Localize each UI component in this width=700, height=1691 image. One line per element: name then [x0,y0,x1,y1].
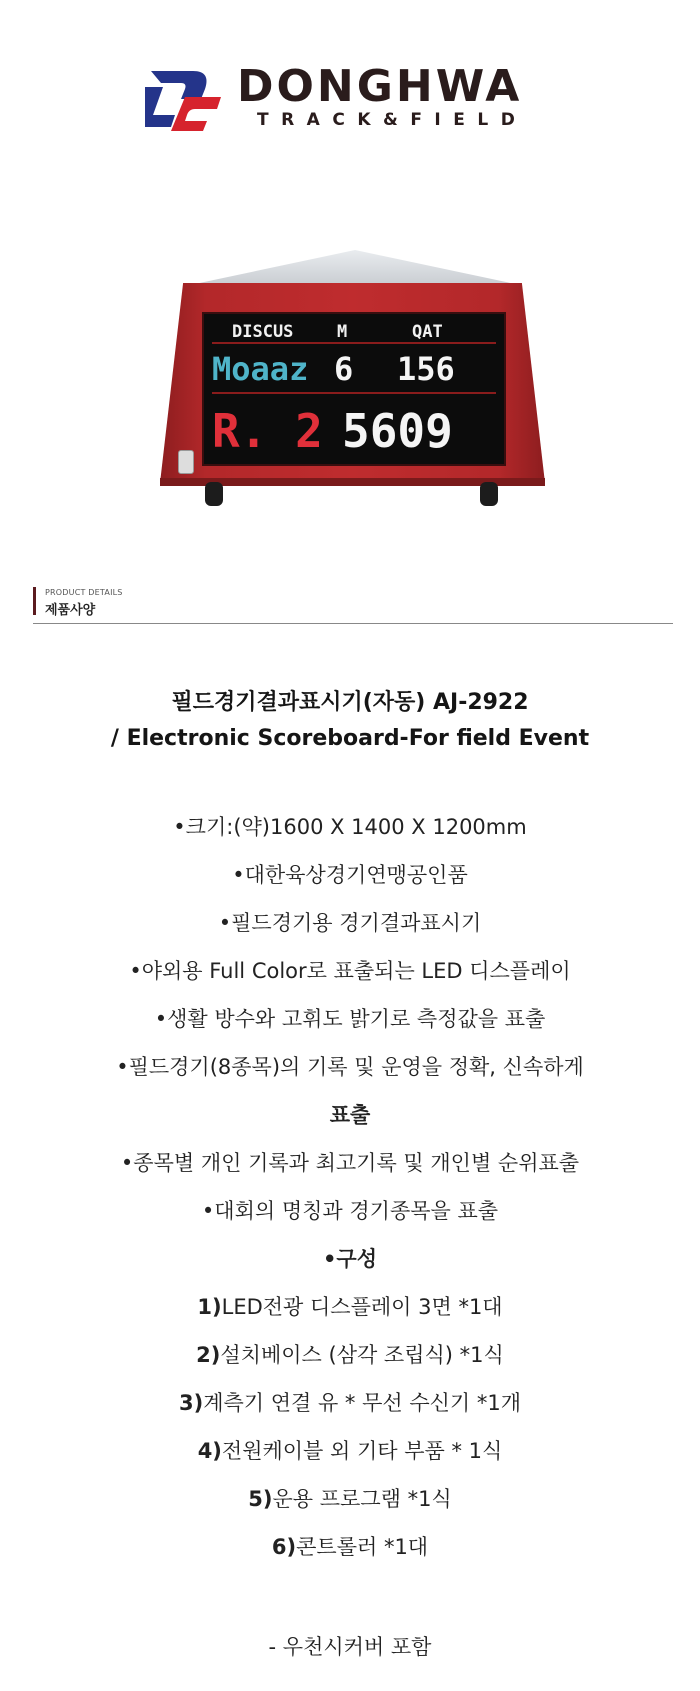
spec-item: •대한육상경기연맹공인품 [232,863,468,887]
wheel-icon [480,482,498,506]
component-item [0,1387,700,1417]
section-label-ko: 제품사양 [45,603,96,618]
logo-subtitle: TRACK&FIELD [257,110,528,130]
component-number: 2) [196,1343,221,1367]
component-text: 콘트롤러 *1대 [296,1535,429,1559]
component-item [0,1339,700,1369]
led-screen [202,312,506,466]
spec-item: •필드경기용 경기결과표시기 [218,911,482,935]
logo-name: DONGHWA [237,61,523,112]
spec-item: •구성 [323,1247,377,1271]
scoreboard-image [160,250,545,510]
component-item [0,1483,700,1513]
component-text: 운용 프로그램 *1식 [272,1487,452,1511]
component-text: LED전광 디스플레이 3면 *1대 [221,1295,503,1319]
spec-item: •필드경기(8종목)의 기록 및 운영을 정확, 신속하게 [116,1055,584,1079]
screen-result-row [212,400,496,460]
component-number: 6) [271,1535,297,1559]
component-text: 설치베이스 (삼각 조립식) *1식 [220,1343,504,1367]
spec-item: •생활 방수와 고휘도 밝기로 측정값을 표출 [154,1007,546,1031]
power-socket-icon [178,450,194,474]
screen-round: R. 2 [212,404,323,458]
screen-event: DISCUS [232,322,294,342]
brand-logo [145,61,555,135]
spec-item: •크기:(약)1600 X 1400 X 1200mm [173,815,527,839]
spec-item: 표출 [329,1103,371,1127]
screen-attempt: 6 [334,350,354,388]
wheel-icon [205,482,223,506]
component-item [0,1291,700,1321]
section-accent-bar [33,587,36,615]
spec-item: •대회의 명칭과 경기종목을 표출 [201,1199,499,1223]
screen-number: 156 [397,350,455,388]
screen-athlete-row [212,346,496,394]
component-text: 계측기 연결 유 * 무선 수신기 *1개 [203,1391,522,1415]
component-item [0,1435,700,1465]
logo-mark-icon [145,65,225,133]
spec-item: •야외용 Full Color로 표출되는 LED 디스플레이 [129,959,571,983]
screen-mark: 5609 [342,404,453,458]
screen-col-qat: QAT [412,322,443,342]
component-number: 1) [197,1295,222,1319]
section-header [33,587,673,624]
component-number: 5) [248,1487,273,1511]
screen-athlete-name: Moaaz [212,350,309,388]
scoreboard-roof [190,250,520,285]
product-subtitle: / Electronic Scoreboard-For field Event [110,726,590,751]
component-number: 4) [197,1439,222,1463]
section-label-en: PRODUCT DETAILS [45,588,123,597]
component-text: 전원케이블 외 기타 부품 * 1식 [221,1439,503,1463]
rain-cover-note: - 우천시커버 포함 [268,1635,432,1659]
screen-header-row [212,320,496,344]
product-title: 필드경기결과표시기(자동) AJ-2922 [171,690,529,715]
component-item [0,1531,700,1561]
screen-col-m: M [337,322,348,342]
component-number: 3) [178,1391,204,1415]
spec-item: •종목별 개인 기록과 최고기록 및 개인별 순위표출 [120,1151,580,1175]
